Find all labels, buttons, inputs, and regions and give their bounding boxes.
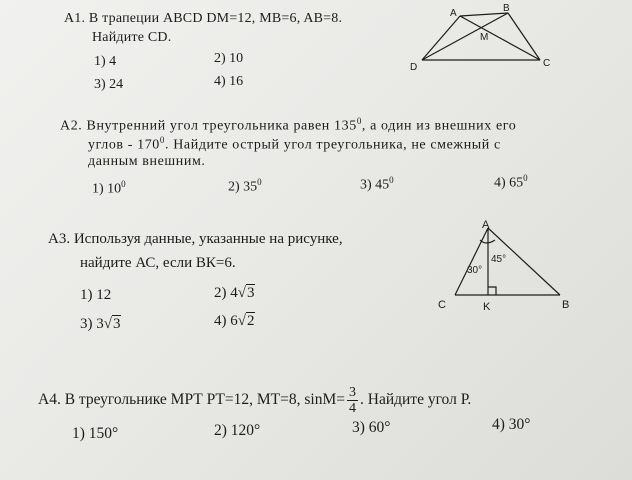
a2-option-4-text: 4) 65	[494, 175, 524, 191]
a1-question	[64, 11, 342, 27]
a2-option-2-deg: 0	[257, 177, 262, 187]
a3-line1-text: Используя данные, указанные на рисунке,	[73, 231, 343, 247]
right-angle-mark	[488, 287, 496, 295]
a3-line2: найдите АС, если ВК=6.	[80, 255, 236, 271]
a2-option-3-text: 3) 45	[360, 177, 390, 193]
a2-option-2-text: 2) 35	[228, 179, 258, 195]
a3-option-2-coef: 4	[230, 285, 238, 301]
label-a: A	[482, 219, 490, 231]
a2-line2-text-a: углов - 170	[88, 137, 160, 153]
a2-option-1-text: 1) 10	[92, 181, 122, 197]
trapezoid-side-ab	[460, 13, 508, 16]
a4-option-1[interactable]: 1) 150°	[72, 425, 119, 442]
a3-option-4-coef: 6	[230, 313, 238, 329]
a4-option-3[interactable]: 3) 60°	[352, 419, 391, 436]
label-c: C	[543, 58, 551, 69]
a3-option-3-prefix: 3)	[80, 316, 97, 332]
a3-option-4[interactable]	[214, 313, 255, 330]
a2-degree-1: 0	[356, 116, 362, 126]
a3-option-3-coef: 3	[96, 316, 104, 332]
a2-option-4-deg: 0	[523, 173, 528, 183]
a4-text-a: В треугольнике МРТ РТ=12, МТ=8, sinM=	[64, 391, 345, 409]
a3-option-2-root: 3	[246, 285, 255, 301]
a3-number: A3.	[48, 231, 71, 247]
a3-option-3[interactable]	[80, 316, 121, 333]
trapezoid-side-bc	[508, 13, 540, 60]
a3-option-4-sqrt: √	[237, 313, 246, 329]
label-b: B	[503, 3, 510, 14]
a3-option-4-root: 2	[246, 313, 255, 329]
a1-trapezoid-figure	[400, 0, 560, 80]
a2-option-1-deg: 0	[121, 179, 126, 189]
a2-line1-text-a: Внутренний угол треугольника равен 135	[86, 118, 357, 134]
a2-degree-2: 0	[159, 135, 165, 145]
a3-option-3-sqrt: √	[103, 316, 112, 332]
a4-text-b: . Найдите угол Р.	[360, 391, 472, 409]
a2-number: A2.	[60, 118, 83, 134]
a2-line2	[88, 135, 501, 154]
a3-triangle-figure	[430, 218, 580, 318]
label-k: K	[483, 301, 491, 313]
triangle-side-ca	[455, 228, 488, 295]
a2-line2-text-b: . Найдите острый угол треугольника, не смежный с	[165, 137, 501, 153]
a2-option-2[interactable]	[228, 177, 262, 196]
a3-option-1-text: 1) 12	[80, 287, 112, 303]
a2-line1	[60, 116, 516, 135]
a3-triangle-lines	[455, 228, 560, 295]
label-m: M	[480, 32, 489, 43]
a3-line1	[48, 231, 343, 248]
a4-question	[38, 385, 471, 416]
a1-option-2[interactable]: 2) 10	[214, 51, 244, 66]
a1-line1: В трапеции ABCD DM=12, MB=6, AB=8.	[88, 11, 343, 26]
a3-option-4-prefix: 4)	[214, 313, 231, 329]
a2-option-4[interactable]	[494, 173, 528, 192]
a3-option-3-root: 3	[112, 316, 121, 332]
a2-option-1[interactable]	[92, 179, 126, 198]
label-d: D	[410, 62, 418, 73]
label-a: A	[450, 8, 457, 19]
a3-option-1[interactable]	[80, 287, 111, 304]
a2-line1-text-b: , а один из внешних его	[361, 118, 517, 134]
label-b: B	[562, 299, 570, 311]
a4-number: A4.	[38, 391, 61, 409]
a3-option-2-prefix: 2)	[214, 285, 231, 301]
a2-option-3[interactable]	[360, 175, 394, 194]
a2-line3: данным внешним.	[88, 154, 206, 169]
trapezoid-diagonal-db	[422, 13, 508, 60]
a2-option-3-deg: 0	[389, 175, 394, 185]
a4-fraction-numerator: 3	[349, 385, 356, 400]
a3-option-2-sqrt: √	[237, 285, 246, 301]
a1-option-4[interactable]: 4) 16	[214, 74, 244, 89]
a1-line2: Найдите CD.	[92, 30, 172, 45]
a3-option-2[interactable]	[214, 285, 255, 302]
a4-option-4[interactable]: 4) 30°	[492, 416, 531, 433]
a1-option-1[interactable]: 1) 4	[94, 54, 117, 69]
angle-label-45: 45°	[491, 254, 507, 265]
label-c: C	[438, 299, 446, 311]
a4-fraction-denominator: 4	[349, 401, 356, 416]
angle-label-30: 30°	[467, 265, 483, 276]
a1-number: A1.	[64, 11, 86, 26]
a1-option-3[interactable]: 3) 24	[94, 77, 124, 92]
a4-option-2[interactable]: 2) 120°	[214, 422, 261, 439]
trapezoid-side-ad	[422, 16, 460, 60]
trapezoid-diagonal-ac	[460, 16, 540, 60]
a4-fraction	[347, 385, 358, 416]
